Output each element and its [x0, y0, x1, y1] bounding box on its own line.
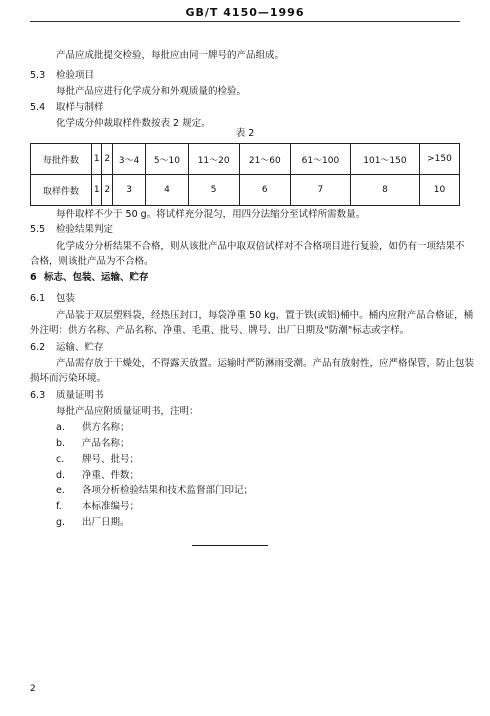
page-number: 2 — [30, 684, 36, 694]
closing-rule — [192, 545, 268, 546]
list-item: 出厂日期。 — [82, 517, 130, 528]
section-6-2-text-line2: 损坏而污染环境。 — [30, 373, 107, 384]
table-cell: 1 — [92, 175, 102, 206]
list-item: 产品名称； — [82, 438, 130, 449]
table-row — [31, 175, 460, 206]
list-item-letter: f. — [56, 501, 62, 512]
table-cell: 8 — [350, 175, 419, 206]
section-6-2-title: 运输、贮存 — [56, 342, 104, 353]
table-cell: 7 — [290, 175, 350, 206]
table-row — [31, 144, 460, 175]
table-cell: 2 — [102, 175, 112, 206]
section-5-5-text-line2: 合格，则该批产品为不合格。 — [30, 256, 154, 267]
table-cell: 2 — [102, 144, 112, 175]
section-5-3-number: 5.3 — [30, 70, 46, 81]
table-cell: 5 — [188, 175, 239, 206]
list-item-letter: d. — [56, 470, 66, 481]
list-item: 本标准编号； — [82, 501, 140, 512]
section-6-3-number: 6.3 — [30, 390, 46, 401]
list-item-letter: c. — [56, 454, 65, 465]
section-6-title: 标志、包装、运输、贮存 — [44, 272, 149, 283]
table-cell: 11～20 — [188, 144, 239, 175]
section-5-3-title: 检验项目 — [56, 70, 95, 81]
section-6-3-title: 质量证明书 — [56, 390, 104, 401]
section-5-5-text-line1: 化学成分分析结果不合格，则从该批产品中取双倍试样对不合格项目进行复验，如仍有一项结果不 — [56, 241, 465, 252]
sample-weight-note: 每件取样不少于 50 g。将试样充分混匀，用四分法缩分至试样所需数量。 — [56, 209, 366, 220]
table-caption: 表 2 — [235, 128, 255, 139]
list-item-letter: e. — [56, 485, 65, 496]
list-item-letter: b. — [56, 438, 66, 449]
standard-header: GB/T 4150—1996 — [185, 6, 305, 19]
table-cell: 101～150 — [350, 144, 419, 175]
section-6-3-intro: 每批产品应附质量证明书，注明： — [56, 406, 199, 417]
table-cell: 21～60 — [239, 144, 290, 175]
section-5-3-text: 每批产品应进行化学成分和外观质量的检验。 — [56, 86, 247, 97]
section-5-4-title: 取样与制样 — [56, 102, 104, 113]
section-6-1-text-line1: 产品装于双层塑料袋，经热压封口，每袋净重 50 kg，置于铁(或铝)桶中。桶内应附产品合格证，桶 — [56, 310, 474, 321]
table-cell: 3 — [112, 175, 145, 206]
table-cell: 6 — [239, 175, 290, 206]
table-cell: >150 — [419, 144, 459, 175]
section-6-1-title: 包装 — [56, 293, 76, 304]
list-item-letter: a. — [56, 422, 65, 433]
table-cell: 5～10 — [146, 144, 188, 175]
table-cell: 1 — [92, 144, 102, 175]
section-5-4-text: 化学成分仲裁取样件数按表 2 规定。 — [56, 118, 211, 129]
section-5-4-number: 5.4 — [30, 102, 46, 113]
section-6-1-number: 6.1 — [30, 293, 46, 304]
table-cell: 61～100 — [290, 144, 350, 175]
sampling-table — [30, 143, 460, 206]
list-item: 净重、件数； — [82, 470, 140, 481]
section-5-5-title: 检验结果判定 — [56, 224, 114, 235]
list-item: 供方名称； — [82, 422, 130, 433]
list-item: 各项分析检验结果和技术监督部门印记； — [82, 485, 254, 496]
table-cell: 3～4 — [112, 144, 145, 175]
section-6-number: 6 — [30, 272, 37, 283]
section-6-2-text-line1: 产品需存放于干燥处，不得露天放置。运输时严防淋雨受潮。产品有放射性，应严格保管，防止包装 — [56, 358, 475, 369]
intro-paragraph: 产品应成批提交检验，每批应由同一牌号的产品组成。 — [56, 50, 285, 61]
table-row-label: 每批件数 — [31, 144, 92, 175]
table-row-label: 取样件数 — [31, 175, 92, 206]
table-cell: 4 — [146, 175, 188, 206]
header-rule — [30, 21, 460, 22]
list-item: 牌号、批号； — [82, 454, 140, 465]
section-6-2-number: 6.2 — [30, 342, 46, 353]
table-cell: 10 — [419, 175, 459, 206]
list-item-letter: g. — [56, 517, 66, 528]
section-5-5-number: 5.5 — [30, 224, 46, 235]
section-6-1-text-line2: 外注明：供方名称、产品名称、净重、毛重、批号、牌号、出厂日期及"防潮"标志或字样。 — [30, 325, 410, 336]
